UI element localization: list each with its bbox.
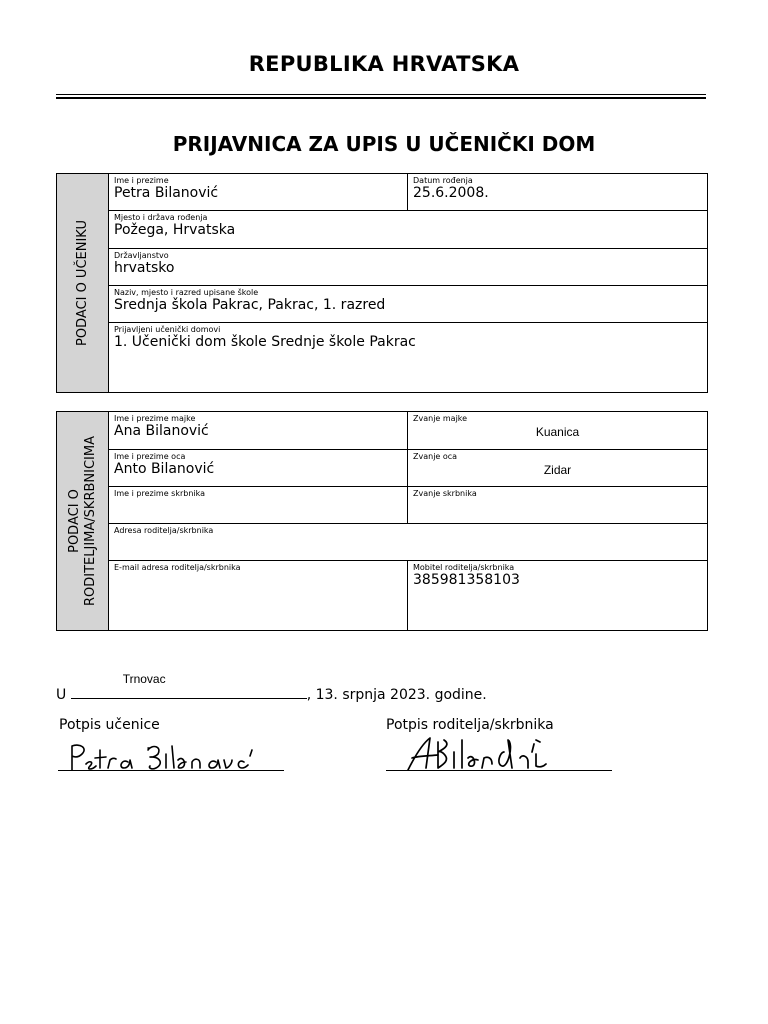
student-citizenship-value: hrvatsko (114, 260, 175, 276)
date-text: , 13. srpnja 2023. godine. (306, 687, 487, 703)
student-name-label: Ime i prezime (114, 176, 169, 185)
mother-occupation-label: Zvanje majke (413, 414, 468, 423)
student-birthplace-label: Mjesto i država rođenja (114, 213, 208, 222)
student-dorms-value: 1. Učenički dom škole Srednje škole Pakrac (114, 334, 416, 350)
student-birthplace-cell[interactable] (109, 211, 708, 249)
mobile-value: 385981358103 (413, 572, 520, 588)
student-dob-value: 25.6.2008. (413, 185, 489, 201)
student-name-cell[interactable] (109, 174, 408, 211)
mother-occupation-value: Kuanica (535, 425, 580, 439)
father-occupation-label: Zvanje oca (413, 452, 458, 461)
student-name-value: Petra Bilanović (114, 185, 219, 201)
guardian-name-cell[interactable] (109, 487, 408, 524)
father-occupation-value: Zidar (543, 463, 572, 477)
email-label: E-mail adresa roditelja/skrbnika (114, 563, 241, 572)
parent-signature-label: Potpis roditelja/skrbnika (386, 717, 554, 733)
parents-section-label (67, 436, 99, 606)
parent-signature-drawing (404, 734, 554, 774)
address-cell[interactable] (109, 524, 708, 561)
parents-section-side (57, 412, 109, 631)
country-title: REPUBLIKA HRVATSKA (248, 52, 520, 76)
student-school-label: Naziv, mjesto i razred upisane škole (114, 288, 259, 297)
student-school-cell[interactable] (109, 286, 708, 323)
student-citizenship-cell[interactable] (109, 249, 708, 286)
guardian-name-label: Ime i prezime skrbnika (114, 489, 206, 498)
student-birthplace-value: Požega, Hrvatska (114, 222, 236, 238)
place-date-line (56, 672, 487, 703)
place-value: Trnovac (122, 672, 166, 686)
form-title: PRIJAVNICA ZA UPIS U UČENIČKI DOM (172, 132, 596, 156)
student-dorms-cell[interactable] (109, 323, 708, 393)
student-signature-drawing (66, 740, 256, 774)
father-name-cell[interactable] (109, 450, 408, 487)
father-name-value: Anto Bilanović (114, 461, 215, 477)
father-occupation-cell[interactable] (408, 450, 708, 487)
place-prefix: U (56, 687, 67, 703)
mobile-cell[interactable] (408, 561, 708, 631)
parents-section-table (56, 411, 708, 631)
student-school-value: Srednja škola Pakrac, Pakrac, 1. razred (114, 297, 386, 313)
email-cell[interactable] (109, 561, 408, 631)
mother-name-value: Ana Bilanović (114, 423, 209, 439)
student-signature-label: Potpis učenice (59, 717, 160, 733)
father-name-label: Ime i prezime oca (114, 452, 186, 461)
mother-name-label: Ime i prezime majke (114, 414, 196, 423)
parents-section-label-line1: PODACI O (66, 489, 82, 553)
address-label: Adresa roditelja/skrbnika (114, 526, 214, 535)
student-dob-cell[interactable] (408, 174, 708, 211)
guardian-occupation-cell[interactable] (408, 487, 708, 524)
place-field[interactable] (71, 672, 307, 699)
header-rule-thick (56, 97, 706, 99)
header-rule-thin (56, 94, 706, 95)
mother-name-cell[interactable] (109, 412, 408, 450)
student-section-table (56, 173, 708, 393)
mother-occupation-cell[interactable] (408, 412, 708, 450)
student-section-side (57, 174, 109, 393)
student-citizenship-label: Državljanstvo (114, 251, 169, 260)
student-dob-label: Datum rođenja (413, 176, 473, 185)
mobile-label: Mobitel roditelja/skrbnika (413, 563, 515, 572)
guardian-occupation-label: Zvanje skrbnika (413, 489, 477, 498)
student-section-label: PODACI O UČENIKU (74, 220, 90, 346)
student-dorms-label: Prijavljeni učenički domovi (114, 325, 221, 334)
parents-section-label-line2: RODITELJIMA/SKRBNICIMA (82, 436, 98, 606)
